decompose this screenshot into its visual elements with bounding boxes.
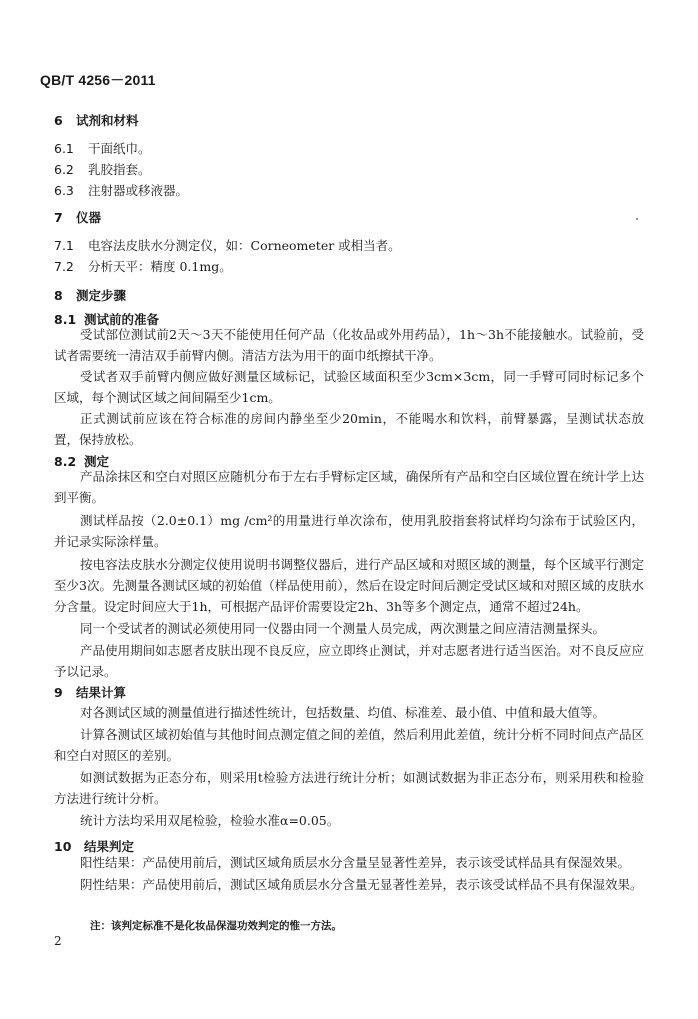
item-text: 电容法皮肤水分测定仪，如：Corneometer 或相当者。 bbox=[88, 238, 401, 253]
section-9-heading bbox=[54, 683, 126, 701]
item-6-1 bbox=[54, 139, 151, 157]
section-6-heading bbox=[54, 111, 139, 129]
paragraph: 阳性结果：产品使用前后，测试区域角质层水分含量呈显著性差异，表示该受试样品具有保湿效果。 bbox=[80, 855, 631, 870]
section-title: 测试前的准备 bbox=[84, 312, 160, 327]
section-8-heading bbox=[54, 286, 126, 304]
paragraph: 受试者双手前臂内侧应做好测量区域标记，试验区域面积至少3cm×3cm，同一手臂可同时标记多个区域，每个测试区域之间间隔至少1cm。 bbox=[54, 369, 644, 405]
item-text: 乳胶指套。 bbox=[88, 162, 151, 177]
item-text: 干面纸巾。 bbox=[88, 141, 151, 156]
paragraph: 对各测试区域的测量值进行描述性统计，包括数量、均值、标准差、最小值、中值和最大值等。 bbox=[80, 705, 606, 720]
section-7-heading bbox=[54, 208, 101, 226]
scan-speck bbox=[636, 218, 638, 220]
paragraph: 同一个受试者的测试必须使用同一仪器由同一个测量人员完成，两次测量之间应清洁测量探头。 bbox=[80, 621, 606, 636]
section-number: 10 bbox=[54, 839, 72, 854]
paragraph: 产品使用期间如志愿者皮肤出现不良反应，应立即终止测试，并对志愿者进行适当医治。对不良反应应予以记录。 bbox=[54, 643, 644, 679]
paragraph: 统计方法均采用双尾检验，检验水准α=0.05。 bbox=[80, 813, 340, 828]
section-number: 8.1 bbox=[54, 312, 77, 327]
item-number: 7.1 bbox=[54, 238, 74, 253]
section-title: 试剂和材料 bbox=[76, 113, 139, 128]
item-number: 6.2 bbox=[54, 162, 74, 177]
item-number: 7.2 bbox=[54, 259, 74, 274]
paragraph: 如测试数据为正态分布，则采用t检验方法进行统计分析；如测试数据为非正态分布，则采用秩和检验方法进行统计分析。 bbox=[54, 770, 644, 806]
section-number: 7 bbox=[54, 210, 63, 225]
page-number: 2 bbox=[54, 934, 62, 948]
paragraph: 计算各测试区域初始值与其他时间点测定值之间的差值，然后利用此差值，统计分析不同时间点产品区和空白对照区的差别。 bbox=[54, 727, 644, 763]
paragraph: 受试部位测试前2天～3天不能使用任何产品（化妆品或外用药品），1h～3h不能接触水。试验前，受试者需要统一清洁双手前臂内侧。清洁方法为用干的面巾纸擦拭干净。 bbox=[54, 327, 644, 363]
item-7-1 bbox=[54, 236, 401, 254]
paragraph: 按电容法皮肤水分测定仪使用说明书调整仪器后，进行产品区域和对照区域的测量，每个区域平行测定至少3次。先测量各测试区域的初始值（样品使用前），然后在设定时间后测定受试区域和对照区域的皮肤水分含量。设定时间应大于1h，可根据产品评价需要设定2h、3h等多个测定点，通常不超过24h。 bbox=[54, 557, 644, 614]
section-title: 仪器 bbox=[76, 210, 102, 225]
note: 注：该判定标准不是化妆品保湿功效判定的惟一方法。 bbox=[90, 920, 342, 932]
paragraph: 正式测试前应该在符合标准的房间内静坐至少20min，不能喝水和饮料，前臂暴露，呈测试状态放置，保持放松。 bbox=[54, 411, 644, 447]
paragraph: 产品涂抹区和空白对照区应随机分布于左右手臂标定区域，确保所有产品和空白区域位置在统计学上达到平衡。 bbox=[54, 469, 644, 505]
section-number: 8.2 bbox=[54, 454, 77, 469]
section-number: 9 bbox=[54, 685, 63, 700]
section-title: 测定 bbox=[84, 454, 110, 469]
item-6-2 bbox=[54, 160, 151, 178]
section-title: 结果判定 bbox=[84, 839, 135, 854]
section-number: 8 bbox=[54, 288, 63, 303]
standard-number: QB/T 4256－2011 bbox=[40, 72, 156, 88]
item-number: 6.3 bbox=[54, 183, 74, 198]
section-number: 6 bbox=[54, 113, 63, 128]
paragraph: 测试样品按（2.0±0.1）mg /cm²的用量进行单次涂布，使用乳胶指套将试样均匀涂布于试验区内，并记录实际涂样量。 bbox=[54, 513, 644, 549]
section-title: 结果计算 bbox=[76, 685, 127, 700]
item-text: 分析天平：精度 0.1mg。 bbox=[88, 259, 232, 274]
section-title: 测定步骤 bbox=[76, 288, 127, 303]
item-7-2 bbox=[54, 257, 232, 275]
item-text: 注射器或移液器。 bbox=[88, 183, 189, 198]
item-number: 6.1 bbox=[54, 141, 74, 156]
item-6-3 bbox=[54, 181, 188, 199]
paragraph: 阴性结果：产品使用前后，测试区域角质层水分含量无显著性差异，表示该受试样品不具有保湿效果。 bbox=[80, 877, 643, 892]
